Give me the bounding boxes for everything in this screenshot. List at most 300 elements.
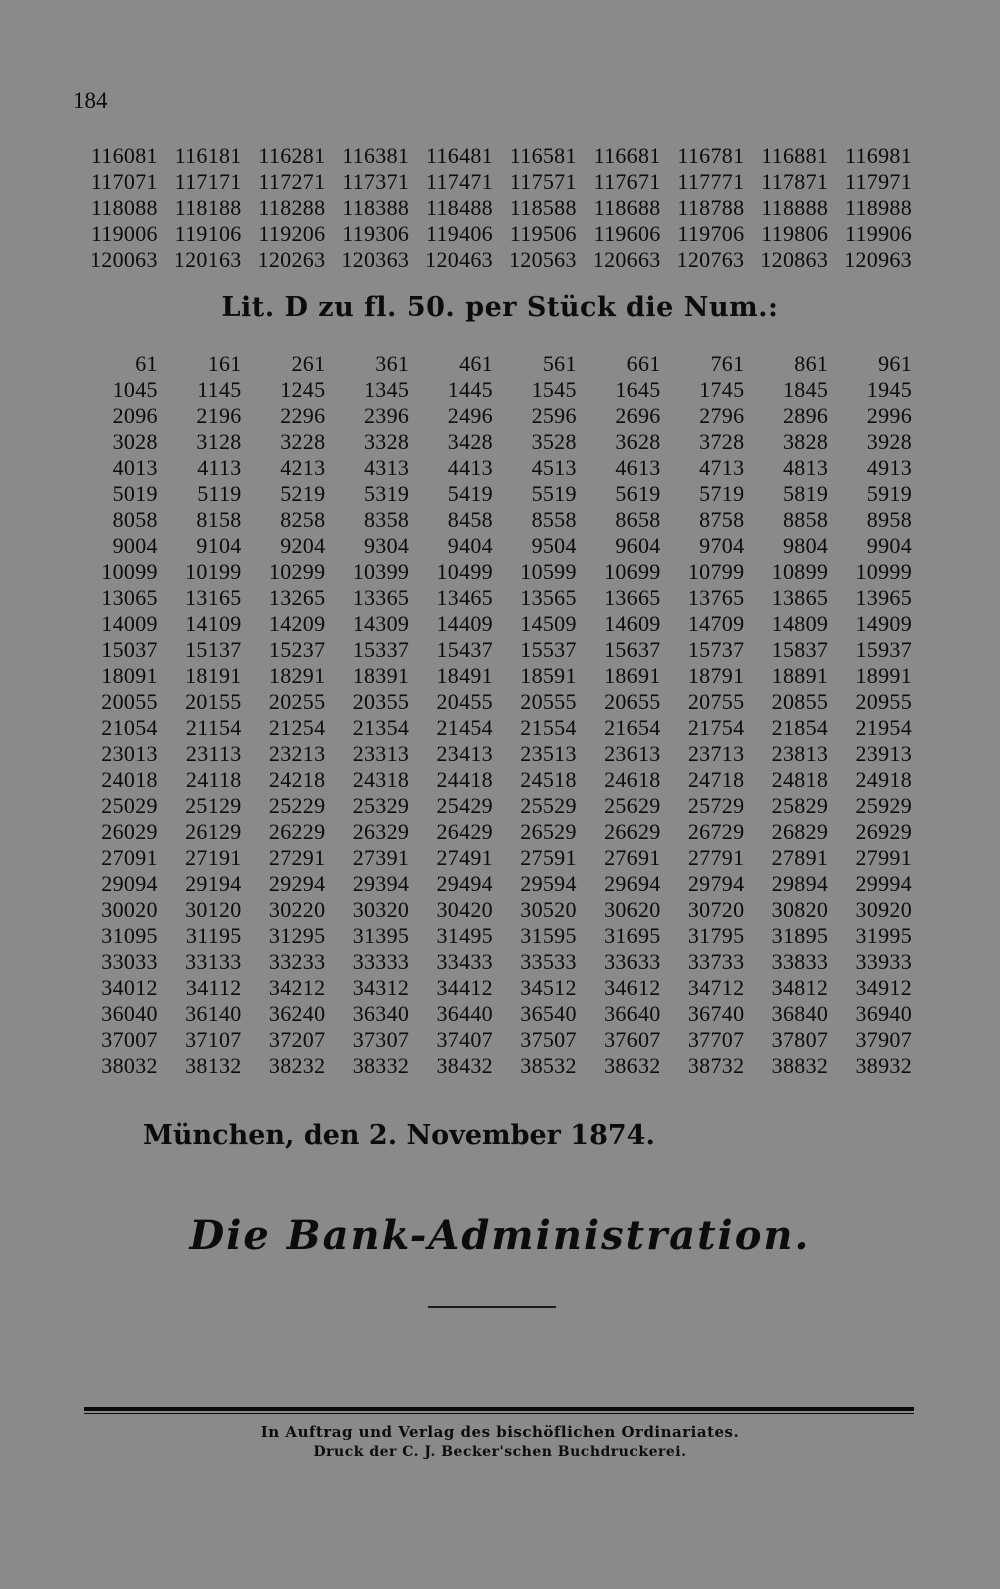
table-cell: 29494: [436, 871, 493, 896]
table-cell: 3628: [615, 429, 661, 454]
table-cell: 36840: [771, 1001, 829, 1026]
table-cell: 8358: [363, 507, 410, 532]
table-cell: 10099: [101, 559, 158, 584]
table-cell: 15837: [771, 637, 829, 662]
table-cell: 21554: [520, 715, 577, 740]
table-cell: 36340: [352, 1001, 410, 1026]
table-cell: 14009: [101, 611, 158, 636]
number-table-lit-d-body: [74, 351, 912, 1079]
table-cell: 18491: [436, 663, 493, 688]
table-cell: 27891: [771, 845, 829, 870]
table-cell: 8258: [280, 507, 326, 532]
table-cell: 13565: [520, 585, 577, 610]
table-cell: 116081: [90, 143, 158, 168]
table-cell: 36940: [855, 1001, 912, 1026]
table-cell: 24218: [268, 767, 326, 792]
table-cell: 120563: [508, 247, 577, 272]
table-cell: 33133: [185, 949, 242, 974]
table-cell: 10199: [185, 559, 242, 584]
table-cell: 1945: [866, 377, 912, 402]
table-cell: 119206: [258, 221, 326, 246]
table-cell: 118988: [845, 195, 912, 220]
table-cell: 29194: [185, 871, 242, 896]
table-row: [74, 715, 912, 741]
table-cell: 8058: [112, 507, 158, 532]
table-cell: 661: [626, 351, 661, 376]
table-cell: 10299: [268, 559, 326, 584]
table-row: [74, 845, 912, 871]
table-cell: 8558: [531, 507, 577, 532]
table-cell: 2396: [363, 403, 410, 428]
table-cell: 21854: [771, 715, 829, 740]
table-row: [74, 455, 912, 481]
table-cell: 37607: [604, 1027, 661, 1052]
table-cell: 2996: [866, 403, 912, 428]
table-cell: 3028: [112, 429, 158, 454]
table-cell: 18091: [101, 663, 158, 688]
table-cell: 25129: [185, 793, 242, 818]
table-cell: 5919: [866, 481, 912, 506]
table-cell: 38332: [352, 1053, 410, 1078]
table-cell: 9204: [280, 533, 326, 558]
table-cell: 30620: [604, 897, 661, 922]
table-cell: 20755: [687, 689, 745, 714]
table-cell: 18391: [352, 663, 410, 688]
table-cell: 10599: [520, 559, 577, 584]
table-cell: 21254: [268, 715, 326, 740]
table-cell: 8158: [196, 507, 242, 532]
table-cell: 27291: [268, 845, 326, 870]
table-cell: 15037: [101, 637, 158, 662]
table-cell: 23713: [687, 741, 745, 766]
table-cell: 1345: [363, 377, 410, 402]
table-cell: 117371: [342, 169, 410, 194]
table-cell: 116381: [342, 143, 410, 168]
table-cell: 31895: [771, 923, 829, 948]
table-cell: 3528: [531, 429, 577, 454]
table-cell: 38132: [185, 1053, 242, 1078]
table-cell: 120863: [760, 247, 829, 272]
table-cell: 861: [794, 351, 829, 376]
table-cell: 5019: [112, 481, 158, 506]
table-cell: 261: [291, 351, 326, 376]
footer-rule-thin: [84, 1413, 914, 1414]
table-cell: 36440: [436, 1001, 493, 1026]
table-cell: 38232: [268, 1053, 326, 1078]
table-cell: 30420: [436, 897, 493, 922]
table-row: [74, 221, 912, 247]
number-table-lit-d: [74, 351, 912, 1079]
table-cell: 23313: [352, 741, 410, 766]
table-cell: 120763: [676, 247, 745, 272]
footer-publisher-line: In Auftrag und Verlag des bischöflichen Ordinariates.: [260, 1423, 740, 1441]
table-cell: 1245: [280, 377, 326, 402]
table-cell: 38732: [687, 1053, 745, 1078]
table-cell: 1645: [615, 377, 661, 402]
table-cell: 5519: [531, 481, 577, 506]
table-cell: 13965: [855, 585, 912, 610]
table-row: [74, 533, 912, 559]
table-cell: 21654: [604, 715, 661, 740]
table-cell: 23513: [520, 741, 577, 766]
table-cell: 26229: [268, 819, 326, 844]
table-cell: 119106: [174, 221, 242, 246]
table-cell: 34212: [268, 975, 326, 1000]
table-cell: 1845: [782, 377, 829, 402]
table-cell: 120963: [844, 247, 912, 272]
table-cell: 26529: [520, 819, 577, 844]
table-cell: 15737: [687, 637, 745, 662]
table-cell: 24318: [352, 767, 410, 792]
table-row: [74, 143, 912, 169]
table-row: [74, 923, 912, 949]
table-cell: 5119: [197, 481, 242, 506]
table-cell: 119806: [761, 221, 829, 246]
table-cell: 117771: [677, 169, 745, 194]
table-row: [74, 195, 912, 221]
table-row: [74, 663, 912, 689]
table-cell: 116881: [761, 143, 829, 168]
table-cell: 120263: [257, 247, 326, 272]
table-row: [74, 429, 912, 455]
table-cell: 18591: [520, 663, 577, 688]
table-cell: 29794: [687, 871, 745, 896]
table-cell: 119706: [677, 221, 745, 246]
table-cell: 4413: [447, 455, 493, 480]
number-table-top-body: [74, 143, 912, 273]
section-heading: Lit. D zu fl. 50. per Stück die Num.:: [221, 292, 779, 323]
table-cell: 34112: [185, 975, 242, 1000]
date-line: München, den 2. November 1874.: [143, 1120, 655, 1151]
table-cell: 117071: [90, 169, 158, 194]
table-cell: 3128: [196, 429, 242, 454]
table-cell: 36040: [101, 1001, 158, 1026]
table-cell: 38632: [604, 1053, 661, 1078]
table-cell: 13465: [436, 585, 493, 610]
table-cell: 961: [878, 351, 912, 376]
table-cell: 119506: [509, 221, 577, 246]
table-cell: 38032: [101, 1053, 158, 1078]
table-cell: 26929: [855, 819, 912, 844]
table-cell: 118188: [174, 195, 242, 220]
table-cell: 27091: [101, 845, 158, 870]
table-cell: 4013: [112, 455, 158, 480]
table-cell: 4213: [280, 455, 326, 480]
table-cell: 30920: [855, 897, 912, 922]
table-cell: 118388: [342, 195, 410, 220]
table-cell: 1045: [112, 377, 158, 402]
table-cell: 30020: [101, 897, 158, 922]
table-cell: 24818: [771, 767, 829, 792]
table-cell: 15437: [436, 637, 493, 662]
table-cell: 4613: [615, 455, 661, 480]
table-cell: 25029: [101, 793, 158, 818]
table-cell: 5719: [699, 481, 745, 506]
table-cell: 23413: [436, 741, 493, 766]
table-cell: 4113: [197, 455, 242, 480]
table-cell: 33733: [687, 949, 745, 974]
table-cell: 34312: [352, 975, 410, 1000]
table-cell: 18791: [687, 663, 745, 688]
table-cell: 23813: [771, 741, 829, 766]
table-cell: 20555: [520, 689, 577, 714]
table-cell: 24418: [436, 767, 493, 792]
table-cell: 120663: [592, 247, 661, 272]
table-cell: 9804: [782, 533, 829, 558]
table-cell: 26129: [185, 819, 242, 844]
table-cell: 20655: [604, 689, 661, 714]
table-cell: 119406: [426, 221, 493, 246]
table-cell: 2896: [782, 403, 829, 428]
table-cell: 761: [710, 351, 745, 376]
table-cell: 10999: [855, 559, 912, 584]
table-cell: 120463: [425, 247, 493, 272]
table-cell: 33633: [604, 949, 661, 974]
table-cell: 13065: [101, 585, 158, 610]
table-cell: 8658: [615, 507, 661, 532]
table-cell: 37707: [687, 1027, 745, 1052]
table-cell: 18991: [855, 663, 912, 688]
table-row: [74, 403, 912, 429]
table-row: [74, 585, 912, 611]
table-cell: 117571: [509, 169, 577, 194]
table-cell: 25529: [520, 793, 577, 818]
table-row: [74, 871, 912, 897]
table-row: [74, 169, 912, 195]
table-cell: 119606: [593, 221, 661, 246]
table-cell: 26629: [604, 819, 661, 844]
table-cell: 561: [542, 351, 577, 376]
table-cell: 1745: [699, 377, 745, 402]
table-row: [74, 247, 912, 273]
table-cell: 117671: [593, 169, 661, 194]
table-row: [74, 637, 912, 663]
table-cell: 18191: [185, 663, 242, 688]
table-cell: 25329: [352, 793, 410, 818]
table-cell: 29694: [604, 871, 661, 896]
table-cell: 15637: [604, 637, 661, 662]
table-cell: 20955: [855, 689, 912, 714]
table-cell: 36640: [604, 1001, 661, 1026]
table-cell: 13365: [352, 585, 410, 610]
table-cell: 20055: [101, 689, 158, 714]
table-cell: 27991: [855, 845, 912, 870]
table-row: [74, 1001, 912, 1027]
table-cell: 26329: [352, 819, 410, 844]
table-cell: 117871: [761, 169, 829, 194]
table-cell: 31095: [101, 923, 158, 948]
table-cell: 5219: [280, 481, 326, 506]
table-cell: 14809: [771, 611, 829, 636]
table-cell: 116981: [845, 143, 912, 168]
table-cell: 23213: [268, 741, 326, 766]
table-cell: 119906: [845, 221, 912, 246]
table-row: [74, 351, 912, 377]
table-cell: 9004: [112, 533, 158, 558]
table-cell: 5619: [615, 481, 661, 506]
table-cell: 5819: [782, 481, 829, 506]
table-cell: 116581: [509, 143, 577, 168]
table-cell: 25629: [604, 793, 661, 818]
table-cell: 26729: [687, 819, 745, 844]
table-cell: 34512: [520, 975, 577, 1000]
table-cell: 37307: [352, 1027, 410, 1052]
divider-short: [428, 1306, 556, 1308]
table-cell: 29394: [352, 871, 410, 896]
table-cell: 4913: [866, 455, 912, 480]
table-cell: 9304: [363, 533, 410, 558]
table-cell: 120363: [341, 247, 410, 272]
table-cell: 8858: [782, 507, 829, 532]
table-cell: 3728: [699, 429, 745, 454]
table-cell: 10699: [604, 559, 661, 584]
table-cell: 9604: [615, 533, 661, 558]
table-row: [74, 767, 912, 793]
table-cell: 14409: [436, 611, 493, 636]
table-cell: 1145: [197, 377, 242, 402]
table-cell: 4513: [531, 455, 577, 480]
table-cell: 20255: [268, 689, 326, 714]
table-cell: 119306: [342, 221, 410, 246]
table-cell: 34712: [687, 975, 745, 1000]
table-cell: 34612: [604, 975, 661, 1000]
table-cell: 38932: [855, 1053, 912, 1078]
table-cell: 5319: [363, 481, 410, 506]
table-cell: 23913: [855, 741, 912, 766]
table-cell: 10799: [687, 559, 745, 584]
table-cell: 1445: [447, 377, 493, 402]
table-cell: 31195: [185, 923, 242, 948]
table-cell: 118088: [90, 195, 158, 220]
table-cell: 30320: [352, 897, 410, 922]
table-cell: 9104: [196, 533, 242, 558]
table-cell: 13665: [604, 585, 661, 610]
table-cell: 38432: [436, 1053, 493, 1078]
table-cell: 4813: [782, 455, 829, 480]
table-cell: 27691: [604, 845, 661, 870]
table-cell: 25829: [771, 793, 829, 818]
table-cell: 18291: [268, 663, 326, 688]
table-cell: 27491: [436, 845, 493, 870]
table-cell: 36740: [687, 1001, 745, 1026]
table-cell: 31495: [436, 923, 493, 948]
table-cell: 31995: [855, 923, 912, 948]
table-cell: 33233: [268, 949, 326, 974]
table-cell: 25929: [855, 793, 912, 818]
table-cell: 29294: [268, 871, 326, 896]
table-cell: 23113: [185, 741, 242, 766]
table-cell: 37007: [101, 1027, 158, 1052]
table-cell: 9504: [531, 533, 577, 558]
table-cell: 38832: [771, 1053, 829, 1078]
table-cell: 34012: [101, 975, 158, 1000]
table-cell: 13765: [687, 585, 745, 610]
table-cell: 36140: [185, 1001, 242, 1026]
footer-printer-line: Druck der C. J. Becker'schen Buchdruckerei.: [313, 1444, 687, 1460]
table-cell: 31595: [520, 923, 577, 948]
table-cell: 117471: [426, 169, 493, 194]
table-cell: 33533: [520, 949, 577, 974]
table-cell: 27591: [520, 845, 577, 870]
table-cell: 31695: [604, 923, 661, 948]
table-cell: 3828: [782, 429, 829, 454]
table-cell: 34412: [436, 975, 493, 1000]
table-cell: 161: [207, 351, 242, 376]
table-cell: 26029: [101, 819, 158, 844]
table-cell: 27191: [185, 845, 242, 870]
table-cell: 120063: [89, 247, 158, 272]
table-cell: 31395: [352, 923, 410, 948]
table-cell: 1545: [531, 377, 577, 402]
table-cell: 2196: [196, 403, 242, 428]
table-cell: 14609: [604, 611, 661, 636]
table-cell: 118588: [509, 195, 577, 220]
table-cell: 18891: [771, 663, 829, 688]
table-cell: 20155: [185, 689, 242, 714]
table-cell: 25229: [268, 793, 326, 818]
table-cell: 10499: [436, 559, 493, 584]
table-cell: 14909: [855, 611, 912, 636]
table-cell: 30820: [771, 897, 829, 922]
table-cell: 3428: [447, 429, 493, 454]
table-row: [74, 507, 912, 533]
table-cell: 37107: [185, 1027, 242, 1052]
table-cell: 20855: [771, 689, 829, 714]
table-cell: 116181: [174, 143, 242, 168]
table-cell: 20355: [352, 689, 410, 714]
table-cell: 118888: [761, 195, 829, 220]
table-cell: 118488: [426, 195, 493, 220]
table-cell: 38532: [520, 1053, 577, 1078]
table-cell: 117971: [845, 169, 912, 194]
table-row: [74, 819, 912, 845]
table-cell: 24018: [101, 767, 158, 792]
table-cell: 15237: [268, 637, 326, 662]
table-cell: 30720: [687, 897, 745, 922]
table-cell: 116281: [258, 143, 326, 168]
page-number: 184: [73, 88, 108, 113]
table-cell: 14309: [352, 611, 410, 636]
table-cell: 31295: [268, 923, 326, 948]
table-cell: 24118: [185, 767, 242, 792]
table-cell: 33033: [101, 949, 158, 974]
table-cell: 24918: [855, 767, 912, 792]
table-cell: 116481: [426, 143, 493, 168]
table-row: [74, 377, 912, 403]
table-cell: 13265: [268, 585, 326, 610]
table-cell: 2296: [280, 403, 326, 428]
table-row: [74, 741, 912, 767]
table-cell: 31795: [687, 923, 745, 948]
table-cell: 30120: [185, 897, 242, 922]
table-cell: 14709: [687, 611, 745, 636]
table-cell: 61: [135, 351, 158, 376]
table-cell: 13865: [771, 585, 829, 610]
table-cell: 21754: [687, 715, 745, 740]
table-cell: 3928: [866, 429, 912, 454]
table-cell: 26429: [436, 819, 493, 844]
table-cell: 33933: [855, 949, 912, 974]
table-cell: 24718: [687, 767, 745, 792]
table-cell: 20455: [436, 689, 493, 714]
table-cell: 34912: [855, 975, 912, 1000]
table-cell: 8758: [699, 507, 745, 532]
table-cell: 10899: [771, 559, 829, 584]
table-cell: 37207: [268, 1027, 326, 1052]
table-cell: 25429: [436, 793, 493, 818]
table-cell: 119006: [90, 221, 158, 246]
table-row: [74, 1053, 912, 1079]
